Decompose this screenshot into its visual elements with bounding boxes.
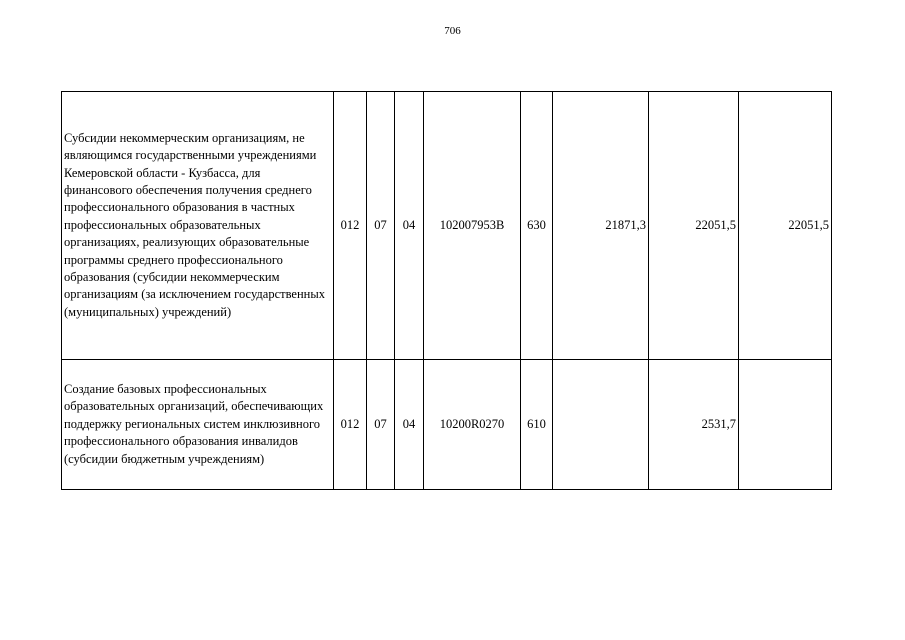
table-row bbox=[62, 360, 832, 490]
subsection-code-cell: 04 bbox=[395, 360, 424, 490]
expense-type-cell: 630 bbox=[521, 92, 553, 360]
page-number: 706 bbox=[444, 25, 461, 37]
subsection-code-cell: 04 bbox=[395, 92, 424, 360]
budget-table bbox=[61, 91, 832, 490]
amount-3-cell: 22051,5 bbox=[739, 92, 832, 360]
table-row bbox=[62, 92, 832, 360]
expense-name-cell: Создание базовых профессиональных образовательных организаций, обеспечивающих поддержку региональных систем инклюзивного профессионального образования инвалидов (субсидии бюджетным учреждениям) bbox=[62, 360, 334, 490]
target-article-cell: 10200R0270 bbox=[424, 360, 521, 490]
amount-1-cell bbox=[553, 360, 649, 490]
amount-1-cell: 21871,3 bbox=[553, 92, 649, 360]
amount-2-cell: 2531,7 bbox=[649, 360, 739, 490]
expense-type-cell: 610 bbox=[521, 360, 553, 490]
section-code-cell: 07 bbox=[367, 92, 395, 360]
section-code-cell: 07 bbox=[367, 360, 395, 490]
amount-3-cell bbox=[739, 360, 832, 490]
expense-name-cell: Субсидии некоммерческим организациям, не являющимся государственными учреждениями Кемеровской области - Кузбасса, для финансового обеспечения получения среднего профессионального образования в частных профессиональных образовательных организациях, реализующих образовательные программы среднего профессионального образования (субсидии некоммерческим организациям (за исключением государственных (муниципальных) учреждений) bbox=[62, 92, 334, 360]
target-article-cell: 102007953В bbox=[424, 92, 521, 360]
amount-2-cell: 22051,5 bbox=[649, 92, 739, 360]
ministry-code-cell: 012 bbox=[334, 360, 367, 490]
ministry-code-cell: 012 bbox=[334, 92, 367, 360]
